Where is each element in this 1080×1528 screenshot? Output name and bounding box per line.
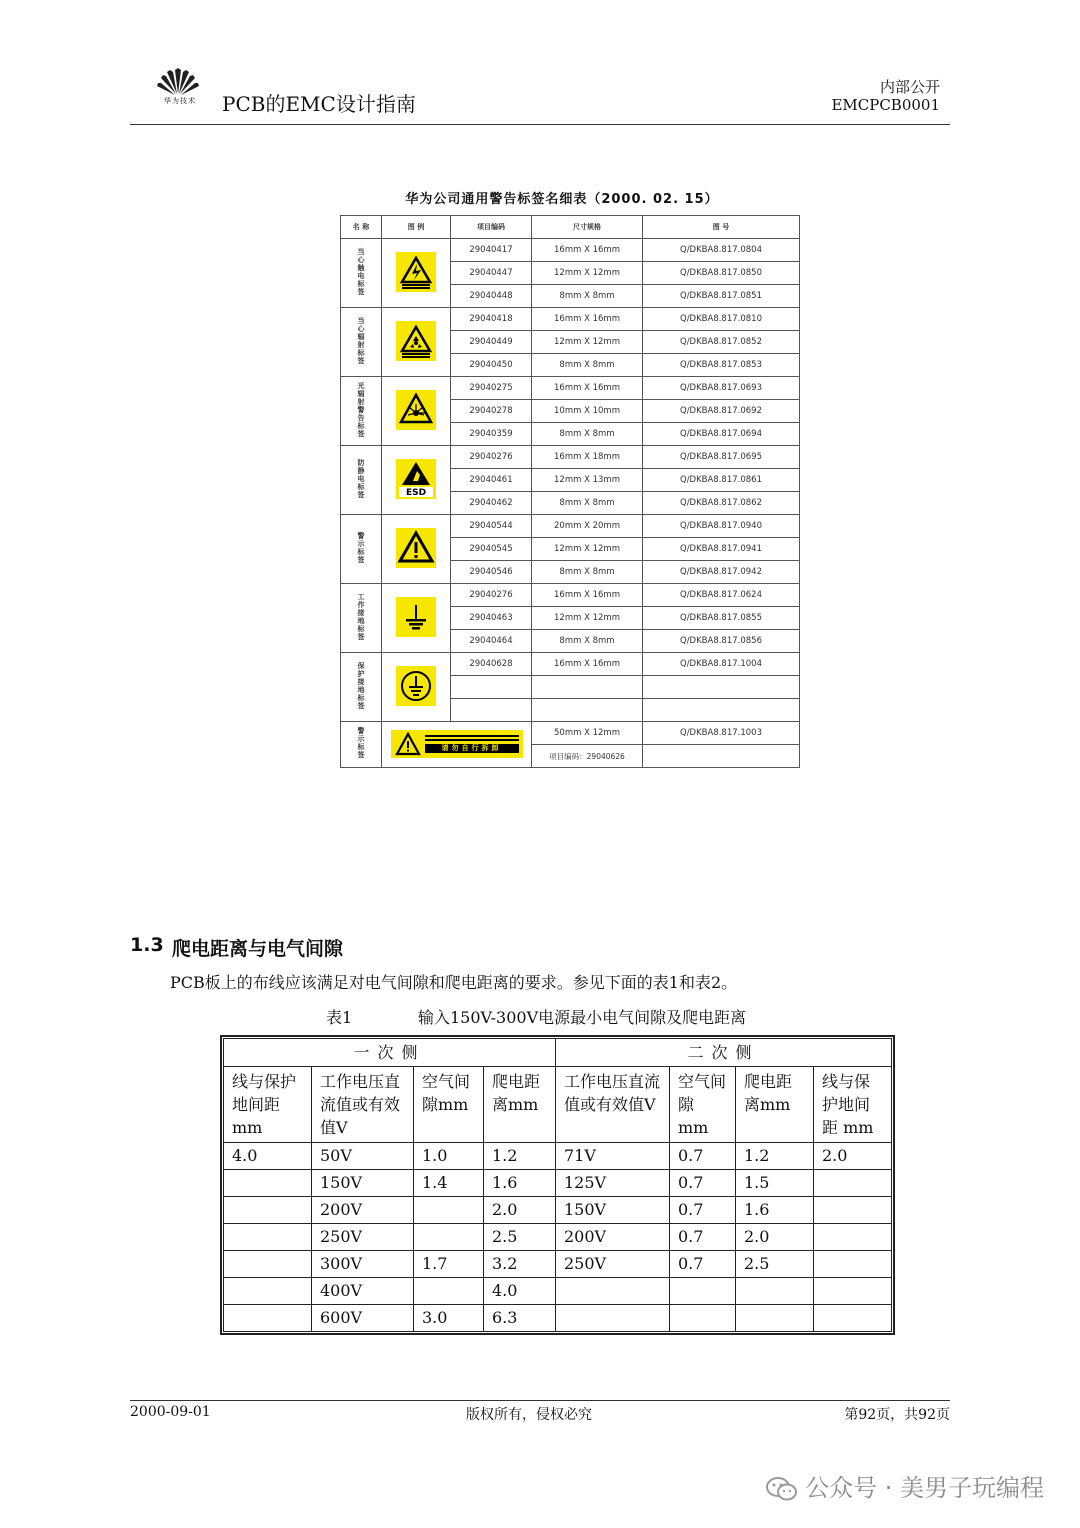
header-cell: 工作电压直流值或有效值V [312,1067,414,1143]
label-code: 29040544 [451,515,532,538]
label-drawing-no: Q/DKBA8.817.0942 [643,561,800,584]
label-category: 当心辐射标签 [357,316,365,365]
label-icon-cell [382,515,451,584]
label-table-row [341,308,800,331]
label-icon-cell [382,722,532,768]
table-cell: 0.7 [670,1170,736,1197]
header-cell: 线与保护地间距 mm [224,1067,312,1143]
label-code: 29040464 [451,630,532,653]
table-cell [814,1197,892,1224]
label-code: 29040462 [451,492,532,515]
label-size: 12mm X 13mm [532,469,643,492]
table-cell: 2.5 [484,1224,556,1251]
label-category: 光辐射警告标签 [357,381,365,438]
table-row [224,1143,892,1170]
ground-icon [396,597,436,637]
label-category-cell [341,446,382,515]
label-drawing-no: Q/DKBA8.817.0810 [643,308,800,331]
table-row [224,1305,892,1332]
table-cell: 1.4 [414,1170,484,1197]
label-size: 16mm X 16mm [532,239,643,262]
label-drawing-no: Q/DKBA8.817.0862 [643,492,800,515]
table-cell: 3.0 [414,1305,484,1332]
label-drawing-no: Q/DKBA8.817.0940 [643,515,800,538]
label-size: 8mm X 8mm [532,354,643,377]
label-drawing-no: Q/DKBA8.817.0850 [643,262,800,285]
table-cell: 0.7 [670,1224,736,1251]
watermark-text: 公众号 · 美男子玩编程 [805,1474,1044,1502]
label-size: 12mm X 12mm [532,331,643,354]
label-size: 16mm X 16mm [532,377,643,400]
label-icon-cell [382,584,451,653]
label-table-row [341,653,800,676]
label-category-cell [341,722,382,768]
table-cell: 1.2 [736,1143,814,1170]
label-size: 16mm X 16mm [532,653,643,676]
label-drawing-no: Q/DKBA8.817.0694 [643,423,800,446]
label-category: 工作接地标签 [357,592,365,641]
table-header-row [224,1067,892,1143]
label-drawing-no [643,745,800,768]
label-icon-cell [382,239,451,308]
table-group-header-row [224,1039,892,1067]
table-cell: 0.7 [670,1251,736,1278]
label-category-cell [341,653,382,722]
label-table-row [341,722,800,745]
table-cell: 3.2 [484,1251,556,1278]
table-row [224,1170,892,1197]
logo-text: 华为技术 [164,97,196,105]
table-cell: 150V [556,1197,670,1224]
label-col-header: 图 例 [382,216,451,239]
table-cell [736,1305,814,1332]
label-size: 12mm X 12mm [532,538,643,561]
table-cell: 1.0 [414,1143,484,1170]
table-row [224,1197,892,1224]
section-title: 爬电距离与电气间隙 [172,938,344,960]
label-code: 29040463 [451,607,532,630]
svg-text:ESD: ESD [405,487,427,498]
label-drawing-no: Q/DKBA8.817.0855 [643,607,800,630]
label-category-cell [341,584,382,653]
label-size: 12mm X 12mm [532,607,643,630]
label-code: 29040276 [451,584,532,607]
group-secondary-side: 二次侧 [556,1039,892,1067]
label-category: 保护接地标签 [357,661,365,710]
header-cell: 工作电压直流值或有效值V [556,1067,670,1143]
table-row [224,1224,892,1251]
label-code: 29040276 [451,446,532,469]
label-size: 8mm X 8mm [532,630,643,653]
table-cell: 1.5 [736,1170,814,1197]
table-cell: 2.0 [736,1224,814,1251]
table-cell: 50V [312,1143,414,1170]
label-table-row [341,377,800,400]
label-drawing-no: Q/DKBA8.817.0856 [643,630,800,653]
label-drawing-no [643,676,800,699]
header-cell: 空气间隙 mm [670,1067,736,1143]
table-cell: 125V [556,1170,670,1197]
label-code: 29040418 [451,308,532,331]
label-code: 29040546 [451,561,532,584]
label-category: 警示标签 [357,531,365,564]
label-size: 8mm X 8mm [532,561,643,584]
table-cell [670,1305,736,1332]
table-row [224,1251,892,1278]
table-cell [736,1278,814,1305]
table-row [224,1278,892,1305]
label-col-header: 名 称 [341,216,382,239]
label-icon-cell [382,377,451,446]
header-cell: 爬电距离mm [736,1067,814,1143]
label-code [451,699,532,722]
watermark [765,1468,1044,1503]
table-cell: 200V [556,1224,670,1251]
label-category-cell [341,308,382,377]
label-category: 警示标签 [357,727,365,759]
table-cell: 2.0 [484,1197,556,1224]
table-cell [224,1278,312,1305]
label-category-cell [341,515,382,584]
table-caption-number: 表1 [326,1008,353,1027]
label-figure-title: 华为公司通用警告标签名细表（2000. 02. 15） [405,192,719,207]
table-cell: 1.7 [414,1251,484,1278]
label-drawing-no: Q/DKBA8.817.0852 [643,331,800,354]
label-category-cell [341,239,382,308]
table-cell: 4.0 [484,1278,556,1305]
label-table-row [341,515,800,538]
table-cell [224,1251,312,1278]
label-category: 当心触电标签 [357,247,365,296]
label-drawing-no: Q/DKBA8.817.0692 [643,400,800,423]
document-title: PCB的EMC设计指南 [222,92,416,116]
header-cell: 线与保护地间距 mm [814,1067,892,1143]
table-cell: 600V [312,1305,414,1332]
table-caption: 输入150V-300V电源最小电气间隙及爬电距离 [418,1008,747,1027]
label-drawing-no: Q/DKBA8.817.0693 [643,377,800,400]
label-code: 29040359 [451,423,532,446]
label-col-header: 尺寸规格 [532,216,643,239]
table-cell [814,1251,892,1278]
label-drawing-no: Q/DKBA8.817.1004 [643,653,800,676]
table-cell: 150V [312,1170,414,1197]
radiation-icon [396,321,436,361]
group-primary-side: 一次侧 [224,1039,556,1067]
label-col-header: 图 号 [643,216,800,239]
wechat-icon [765,1475,799,1503]
label-table-header [341,216,800,239]
table-cell: 200V [312,1197,414,1224]
label-drawing-no: Q/DKBA8.817.1003 [643,722,800,745]
label-size [532,676,643,699]
header-cell: 爬电距离mm [484,1067,556,1143]
label-icon-cell [382,446,451,515]
document-classification: 内部公开 [879,78,940,96]
document-code: EMCPCB0001 [831,96,940,114]
table-cell [414,1278,484,1305]
label-code: 项目编码：29040626 [532,745,643,768]
table-cell: 71V [556,1143,670,1170]
label-table-row [341,584,800,607]
table-cell [814,1170,892,1197]
label-code: 29040450 [451,354,532,377]
table-cell [814,1224,892,1251]
label-code: 29040628 [451,653,532,676]
table-cell: 250V [556,1251,670,1278]
footer-date: 2000-09-01 [130,1404,211,1420]
label-category-cell [341,377,382,446]
label-drawing-no: Q/DKBA8.817.0861 [643,469,800,492]
header-cell: 空气间隙mm [414,1067,484,1143]
label-drawing-no: Q/DKBA8.817.0804 [643,239,800,262]
label-drawing-no: Q/DKBA8.817.0695 [643,446,800,469]
table-cell: 6.3 [484,1305,556,1332]
table-cell [414,1197,484,1224]
label-size: 16mm X 16mm [532,308,643,331]
label-drawing-no: Q/DKBA8.817.0941 [643,538,800,561]
high-voltage-icon [396,252,436,292]
label-icon-cell [382,308,451,377]
table-cell [414,1224,484,1251]
warning-label-table [340,215,800,768]
table-cell [224,1197,312,1224]
table-cell [670,1278,736,1305]
table-cell: 2.5 [736,1251,814,1278]
label-size: 50mm X 12mm [532,722,643,745]
label-code: 29040449 [451,331,532,354]
esd-icon [396,459,436,499]
label-code: 29040461 [451,469,532,492]
footer-copyright: 版权所有，侵权必究 [466,1407,592,1423]
label-size: 20mm X 20mm [532,515,643,538]
table-cell [556,1278,670,1305]
footer-divider [130,1400,950,1401]
label-icon-cell [382,653,451,722]
table-cell [224,1305,312,1332]
label-size: 16mm X 16mm [532,584,643,607]
label-category: 防静电标签 [357,458,365,499]
label-size [532,699,643,722]
table-cell: 0.7 [670,1197,736,1224]
warning-strip-text: 请勿自行拆卸 [425,744,519,753]
label-size: 8mm X 8mm [532,492,643,515]
label-size: 12mm X 12mm [532,262,643,285]
label-table-row [341,239,800,262]
warning-icon [396,528,436,568]
section-paragraph: PCB板上的布线应该满足对电气间隙和爬电距离的要求。参见下面的表1和表2。 [170,973,738,992]
label-col-header: 项目编码 [451,216,532,239]
table-cell: 4.0 [224,1143,312,1170]
label-drawing-no: Q/DKBA8.817.0624 [643,584,800,607]
label-drawing-no: Q/DKBA8.817.0851 [643,285,800,308]
table-cell [556,1305,670,1332]
table-cell [224,1170,312,1197]
label-code: 29040417 [451,239,532,262]
label-code: 29040278 [451,400,532,423]
label-table-row [341,446,800,469]
label-drawing-no: Q/DKBA8.817.0853 [643,354,800,377]
label-size: 10mm X 10mm [532,400,643,423]
protective-ground-icon [396,666,436,706]
header-divider [130,124,950,125]
table-cell [814,1278,892,1305]
table-cell: 1.6 [484,1170,556,1197]
section-number: 1.3 [130,934,164,956]
laser-icon [396,390,436,430]
table-cell: 2.0 [814,1143,892,1170]
warning-strip-icon [391,730,523,758]
label-size: 8mm X 8mm [532,423,643,446]
table-cell [224,1224,312,1251]
label-size: 8mm X 8mm [532,285,643,308]
label-size: 16mm X 18mm [532,446,643,469]
table-cell: 400V [312,1278,414,1305]
label-drawing-no [643,699,800,722]
table-cell: 250V [312,1224,414,1251]
table-cell: 0.7 [670,1143,736,1170]
table-cell: 1.2 [484,1143,556,1170]
label-code: 29040448 [451,285,532,308]
label-code: 29040545 [451,538,532,561]
label-code: 29040275 [451,377,532,400]
label-code [451,676,532,699]
table-cell [814,1305,892,1332]
footer-page-number: 第92页，共92页 [844,1407,950,1423]
table-cell: 1.6 [736,1197,814,1224]
clearance-creepage-table [223,1038,892,1332]
table-cell: 300V [312,1251,414,1278]
label-code: 29040447 [451,262,532,285]
